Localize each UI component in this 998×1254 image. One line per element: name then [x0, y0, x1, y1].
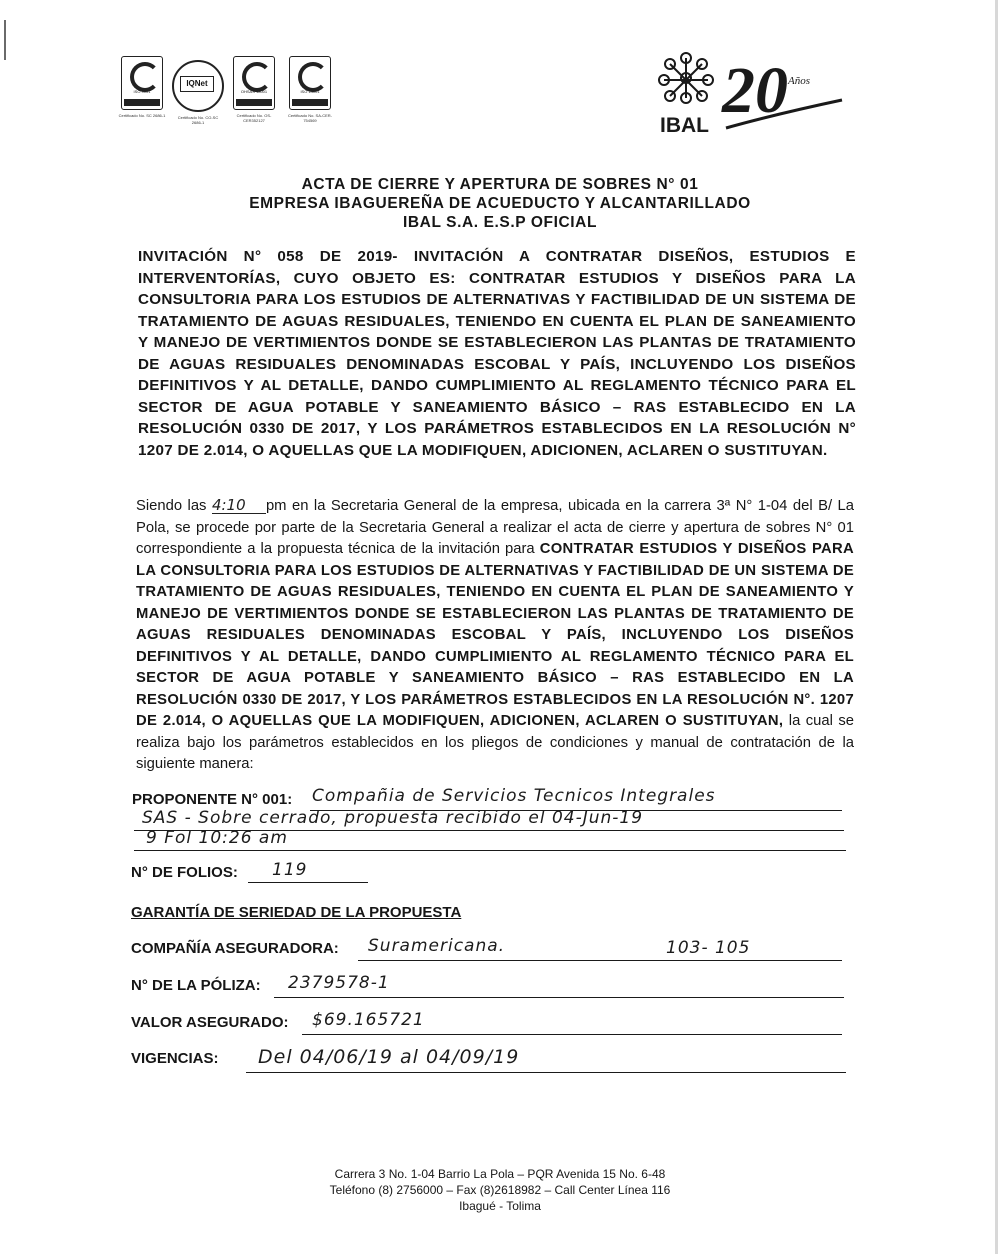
document-title-line2: EMPRESA IBAGUEREÑA DE ACUEDUCTO Y ALCANTARILLADO: [249, 195, 751, 212]
proponent-value-line1: Compañia de Servicios Tecnicos Integrales: [312, 786, 716, 806]
validity-label: VIGENCIAS:: [131, 1050, 219, 1067]
icontec-iso9001-seal: [120, 56, 164, 125]
policy-underline: [274, 997, 844, 998]
footer-phone: Teléfono (8) 2756000 – Fax (8)2618982 – Call Center Línea 116: [329, 1183, 671, 1197]
logo-brand-text: IBAL: [660, 114, 709, 137]
validity-underline: [246, 1072, 846, 1073]
folios-underline: [248, 882, 368, 883]
folios-value: 119: [272, 860, 308, 880]
guarantee-title: GARANTÍA DE SERIEDAD DE LA PROPUESTA: [131, 904, 462, 921]
body-intro: Siendo las: [136, 498, 207, 514]
body-paragraph: [136, 496, 854, 776]
ibal-20-anos-logo: [656, 50, 846, 140]
seal-footer: Certificado No. OS-CER352127: [236, 113, 272, 123]
policy-label: N° DE LA PÓLIZA:: [131, 977, 261, 994]
seal-footer: Certificado No. SA-CER-754569: [287, 113, 332, 123]
invitation-paragraph: INVITACIÓN N° 058 DE 2019- INVITACIÓN A CONTRATAR DISEÑOS, ESTUDIOS E INTERVENTORÍAS, CUYO OBJETO ES: CONTRATAR ESTUDIOS Y DISEÑOS PARA LA CONSULTORIA PARA LOS ESTUDIOS DE ALTERNATIVAS Y FACTIBILIDAD DE UN SISTEMA DE TRATAMIENTO DE AGUAS RESIDUALES, TENIENDO EN CUENTA EL PLAN DE SANEAMIENTO Y MANEJO DE VERTIMIENTOS DONDE SE ESTABLECIERON LAS PLANTAS DE TRATAMIENTO DE AGUAS RESIDUALES DENOMINADAS ESCOBAL Y PAÍS, INCLUYENDO LOS DISEÑOS DEFINITIVOS Y AL DETALLE, DANDO CUMPLIMIENTO AL REGLAMENTO TÉCNICO PARA EL SECTOR DE AGUA POTABLE Y SANEAMIENTO BÁSICO – RAS ESTABLECIDO EN LA RESOLUCIÓN 0330 DE 2017, Y LOS PARÁMETROS ESTABLECIDOS EN LA RESOLUCIÓN N° 1207 DE 2.014, O AQUELLAS QUE LA MODIFIQUEN, ADICIONEN, ACLAREN O SUSTITUYAN.: [138, 248, 856, 459]
handwritten-time: 4:10: [212, 497, 266, 514]
body-contract-object: CONTRATAR ESTUDIOS Y DISEÑOS PARA LA CONSULTORIA PARA LOS ESTUDIOS DE ALTERNATIVAS Y FACTIBILIDAD DE UN SISTEMA DE TRATAMIENTO DE AGUAS RESIDUALES, TENIENDO EN CUENTA EL PLAN DE SANEAMIENTO Y MANEJO DE VERTIMIENTOS DONDE SE ESTABLECIERON LAS PLANTAS DE TRATAMIENTO DE AGUAS RESIDUALES DENOMINADAS ESCOBAL Y PAÍS, INCLUYENDO LOS DISEÑOS DEFINITIVOS Y AL DETALLE, DANDO CUMPLIMIENTO AL REGLAMENTO TÉCNICO PARA EL SECTOR DE AGUA POTABLE Y SANEAMIENTO BÁSICO – RAS ESTABLECIDO EN LA RESOLUCIÓN 0330 DE 2017, Y LOS PARÁMETROS ESTABLECIDOS EN LA RESOLUCIÓN N°. 1207 DE 2.014, O AQUELLAS QUE LA MODIFIQUEN, ADICIONEN, ACLAREN O SUSTITUYAN,: [136, 541, 854, 729]
seal-footer: Certificado No. SC 2686-1: [118, 113, 166, 118]
iqnet-seal: [176, 56, 220, 125]
document-title-line1: ACTA DE CIERRE Y APERTURA DE SOBRES N° 01: [301, 176, 699, 193]
proponent-label: PROPONENTE N° 001:: [132, 791, 293, 808]
scan-edge-mark: [4, 20, 6, 60]
logo-anniversary-number: 20: [722, 54, 788, 127]
seal-caption: ISO 9001: [133, 89, 151, 94]
proponent-value-line2: SAS - Sobre cerrado, propuesta recibido el 04-Jun-19: [142, 808, 644, 828]
seal-footer: Certificado No. CO-SC 2686-1: [177, 115, 219, 125]
insured-underline: [302, 1034, 842, 1035]
policy-value: 2379578-1: [288, 973, 390, 993]
insurer-value: Suramericana.: [368, 936, 506, 956]
proponent-underline-3: [134, 850, 846, 851]
page-footer: [260, 1166, 740, 1214]
certification-logos: [120, 56, 332, 125]
proponent-value-line3: 9 Fol 10:26 am: [146, 828, 288, 848]
validity-value: Del 04/06/19 al 04/09/19: [258, 1046, 520, 1068]
document-title-line3: IBAL S.A. E.S.P OFICIAL: [402, 214, 598, 231]
insurer-underline: [358, 960, 842, 961]
seal-caption: IQNet: [180, 76, 214, 92]
icontec-iso14001-seal: [288, 56, 332, 125]
footer-city: Ibagué - Tolima: [459, 1199, 541, 1213]
folios-label: N° DE FOLIOS:: [131, 864, 238, 881]
insured-value-label: VALOR ASEGURADO:: [131, 1014, 289, 1031]
icontec-ohsas-seal: [232, 56, 276, 125]
insurer-extra-number: 103- 105: [666, 938, 751, 958]
logo-anniversary-word: Años: [788, 75, 810, 87]
seal-caption: ISO 14001: [300, 89, 320, 94]
seal-caption: OHSAS 18001: [240, 89, 268, 94]
footer-address: Carrera 3 No. 1-04 Barrio La Pola – PQR Avenida 15 No. 6-48: [334, 1167, 666, 1181]
body-closing-text: la cual se realiza bajo los parámetros establecidos en los pliegos de condiciones y manual de contratación de la siguiente manera:: [136, 713, 854, 772]
body-location-text: pm en la Secretaria General de la empresa, ubicada en la carrera 3ª N° 1-04 del B/ La Pola, se procede por parte de la Secretaria General a realizar el acta de cierre y apertura de sobres N° 01 correspondiente a la propuesta técnica de la invitación para: [136, 498, 854, 557]
insured-amount: $69.165721: [312, 1010, 425, 1030]
insurer-label: COMPAÑÍA ASEGURADORA:: [131, 940, 339, 957]
